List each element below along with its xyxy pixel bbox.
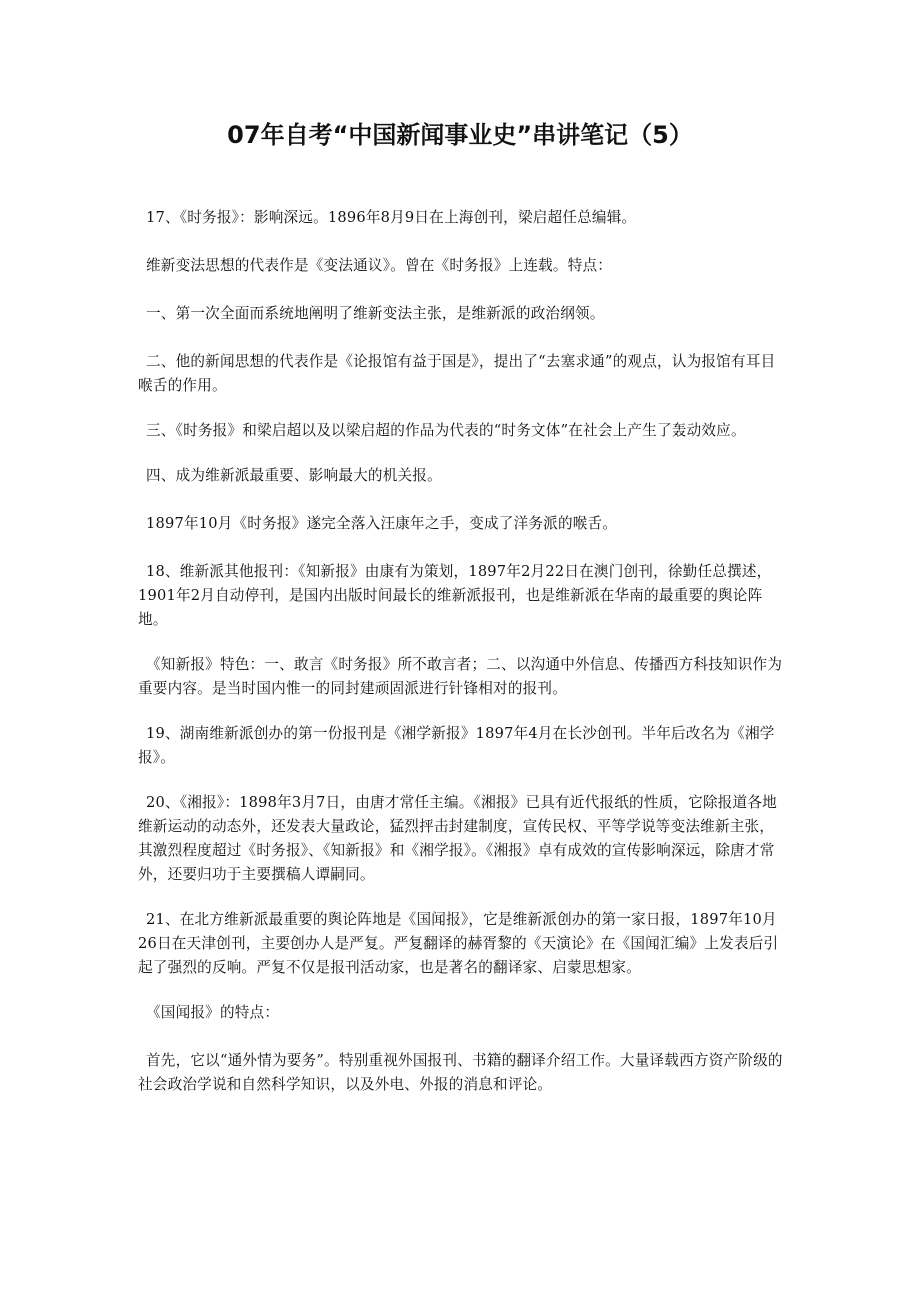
paragraph-feature-3: 三、《时务报》和梁启超以及以梁启超的作品为代表的“时务文体”在社会上产生了轰动效应。 [146,422,746,439]
paragraph-1897: 1897年10月《时务报》遂完全落入汪康年之手，变成了洋务派的喉舌。 [146,515,618,532]
paragraph-zhixinbao: 18、维新派其他报刊：《知新报》由康有为策划，1897年2月22日在澳门创刊，徐勤任总撰述，1901年2月自动停刊，是国内出版时间最长的维新派报刊，也是维新派在华南的最重要的舆论阵地。 [138,563,772,628]
paragraph-guowenbao: 21、在北方维新派最重要的舆论阵地是《国闻报》，它是维新派创办的第一家日报，1897年10月26日在天津创刊，主要创办人是严复。严复翻译的赫胥黎的《天演论》在《国闻汇编》上发表后引起了强烈的反响。严复不仅是报刊活动家，也是著名的翻译家、启蒙思想家。 [138,911,779,976]
paragraph-xiangxue-xinbao: 19、湖南维新派创办的第一份报刊是《湘学新报》1897年4月在长沙创刊。半年后改名为《湘学报》。 [138,725,775,766]
paragraph-shiwubao: 17、《时务报》：影响深远。1896年8月9日在上海创刊，梁启超任总编辑。 [146,209,637,226]
paragraph-bianfa-tongyi: 维新变法思想的代表作是《变法通议》。曾在《时务报》上连载。特点： [146,257,613,274]
paragraph-feature-2: 二、他的新闻思想的代表作是《论报馆有益于国是》，提出了“去塞求通”的观点，认为报馆有耳目喉舌的作用。 [138,353,776,394]
document-title: 07年自考“中国新闻事业史”串讲笔记（5） [227,121,693,149]
paragraph-guowenbao-first-feature: 首先，它以“通外情为要务”。特别重视外国报刊、书籍的翻译介绍工作。大量译载西方资产阶级的社会政治学说和自然科学知识，以及外电、外报的消息和评论。 [138,1052,783,1093]
paragraph-zhixinbao-features: 《知新报》特色：一、敢言《时务报》所不敢言者；二、以沟通中外信息、传播西方科技知识作为重要内容。是当时国内惟一的同封建顽固派进行针锋相对的报刊。 [138,656,783,697]
paragraph-guowenbao-features-heading: 《国闻报》的特点： [146,1004,280,1021]
paragraph-feature-4: 四、成为维新派最重要、影响最大的机关报。 [146,467,442,484]
paragraph-feature-1: 一、第一次全面而系统地阐明了维新变法主张，是维新派的政治纲领。 [146,305,605,322]
document-body [138,206,784,1118]
paragraph-xiangbao: 20、《湘报》：1898年3月7日，由唐才常任主编。《湘报》已具有近代报纸的性质，它除报道各地维新运动的动态外，还发表大量政论，猛烈抨击封建制度，宣传民权、平等学说等变法维新主张，其激烈程度超过《时务报》、《知新报》和《湘学报》。《湘报》卓有成效的宣传影响深远，除唐才常外，还要归功于主要撰稿人谭嗣同。 [138,794,777,883]
